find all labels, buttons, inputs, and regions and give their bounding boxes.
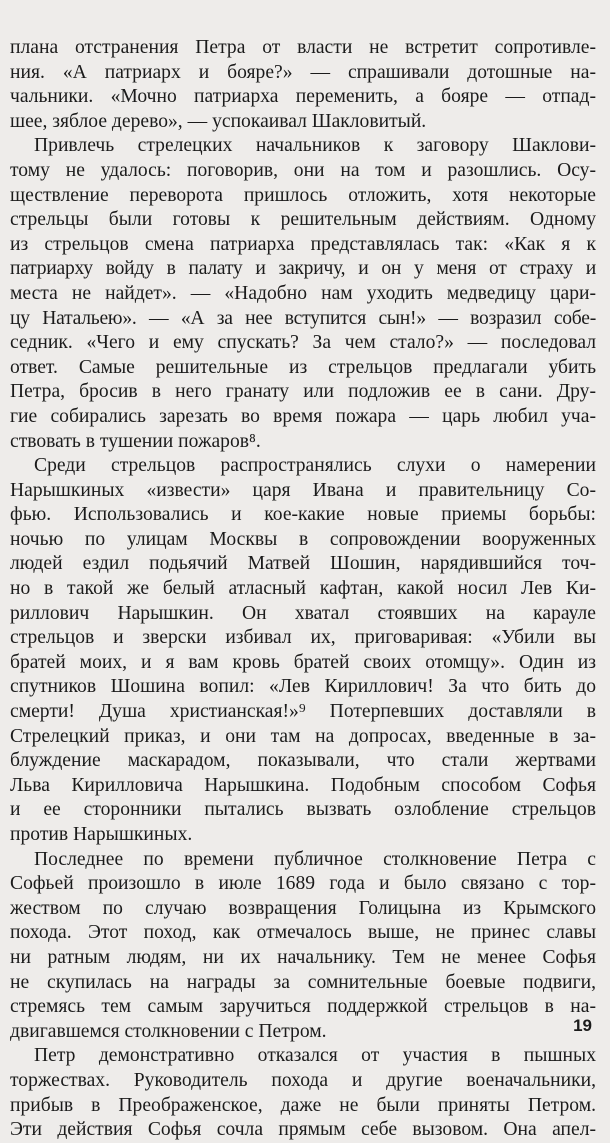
text-line: из стрельцов смена патриарха представлялась так: «Как я к xyxy=(10,233,596,255)
text-line: против Нарышкиных. xyxy=(10,824,193,845)
text-line: тому не удалось: поговорив, они на том и разошлись. Осу- xyxy=(10,159,596,181)
text-line: патриарху войду в палату и закричу, и он у меня от страху и xyxy=(10,258,596,280)
text-line: ществление переворота пришлось отложить, хотя некоторые xyxy=(10,184,596,206)
text-line: Привлечь стрелецких начальников к заговору Шаклови- xyxy=(34,135,596,157)
text-line: ния. «А патриарх и бояре?» — спрашивали дотошные на- xyxy=(10,61,596,83)
text-line: ответ. Самые решительные из стрельцов предлагали убить xyxy=(10,356,596,378)
text-line: Эти действия Софья сочла прямым себе вызовом. Она апел- xyxy=(10,1119,596,1141)
text-line: Последнее по времени публичное столкновение Петра с xyxy=(34,848,596,870)
text-line: Петр демонстративно отказался от участия в пышных xyxy=(34,1045,596,1067)
text-line: ствовать в тушении пожаров⁸. xyxy=(10,430,261,452)
text-line: шее, зяблое дерево», — успокаивал Шакловитый. xyxy=(10,110,427,132)
text-line: людей ездил подьячий Матвей Шошин, нарядившийся точ- xyxy=(10,553,596,575)
text-line: гие собирались зарезать во время пожара — царь любил уча- xyxy=(10,405,596,427)
text-line: ни ратным людям, ни их начальнику. Тем не менее Софья xyxy=(10,946,596,968)
text-line: и ее сторонники пытались вызвать озлобление стрельцов xyxy=(10,799,596,821)
text-line: Нарышкиных «извести» царя Ивана и правительницу Со- xyxy=(10,479,596,501)
text-line: Льва Кирилловича Нарышкина. Подобным способом Софья xyxy=(10,774,596,796)
text-line: фью. Использовались и кое-какие новые приемы борьбы: xyxy=(10,504,596,526)
text-line: стрельцы были готовы к решительным действиям. Одному xyxy=(10,209,596,231)
text-line: братей моих, и я вам кровь братей своих отомщу». Один из xyxy=(10,651,596,673)
text-line: риллович Нарышкин. Он хватал стоявших на карауле xyxy=(10,602,596,624)
text-line: блуждение маскарадом, показывали, что стали жертвами xyxy=(10,750,596,772)
text-line: Софьей произошло в июле 1689 года и было связано с тор- xyxy=(10,873,596,895)
text-line: чальники. «Мочно патриарха переменить, а бояре — отпад- xyxy=(10,86,596,108)
text-line: Петра, бросив в него гранату или подложив ее в сани. Дру- xyxy=(10,381,596,403)
text-line: но в такой же белый атласный кафтан, какой носил Лев Ки- xyxy=(10,578,596,600)
text-line: похода. Этот поход, как отмечалось выше, не принес славы xyxy=(10,922,596,944)
text-line: торжествах. Руководитель похода и другие военачальники, xyxy=(10,1069,596,1091)
text-line: седник. «Чего и ему спускать? За чем стало?» — последовал xyxy=(10,332,596,354)
text-line: цу Натальею». — «А за нее вступится сын!» — возразил собе- xyxy=(10,307,596,329)
text-line: двигавшемся столкновении с Петром. xyxy=(10,1020,327,1042)
text-line: плана отстранения Петра от власти не встретит сопротивле- xyxy=(10,37,596,58)
text-line: жеством по случаю возвращения Голицына из Крымского xyxy=(10,897,596,919)
text-line: спутников Шошина вопил: «Лев Кириллович! За что бить до xyxy=(10,676,596,698)
text-line: Стрелецкий приказ, и они там на допросах, введенные в за- xyxy=(10,725,596,747)
text-line: Среди стрельцов распространялись слухи о намерении xyxy=(34,455,596,477)
text-line: смерти! Душа христианская!»⁹ Потерпевших доставляли в xyxy=(10,701,596,723)
text-line: ночью по улицам Москвы в сопровождении вооруженных xyxy=(10,528,596,550)
page-number: 19 xyxy=(573,1016,592,1035)
text-line: места не найдет». — «Надобно нам уходить медведицу цари- xyxy=(10,282,596,304)
text-line: стрельцов и зверски избивал их, приговаривая: «Убили вы xyxy=(10,627,596,649)
text-line: не скупилась на награды за сомнительные боевые подвиги, xyxy=(10,971,596,993)
text-line: прибыв в Преображенское, даже не были приняты Петром. xyxy=(10,1094,596,1116)
text-line: стремясь тем самым заручиться поддержкой стрельцов в на- xyxy=(10,996,596,1018)
